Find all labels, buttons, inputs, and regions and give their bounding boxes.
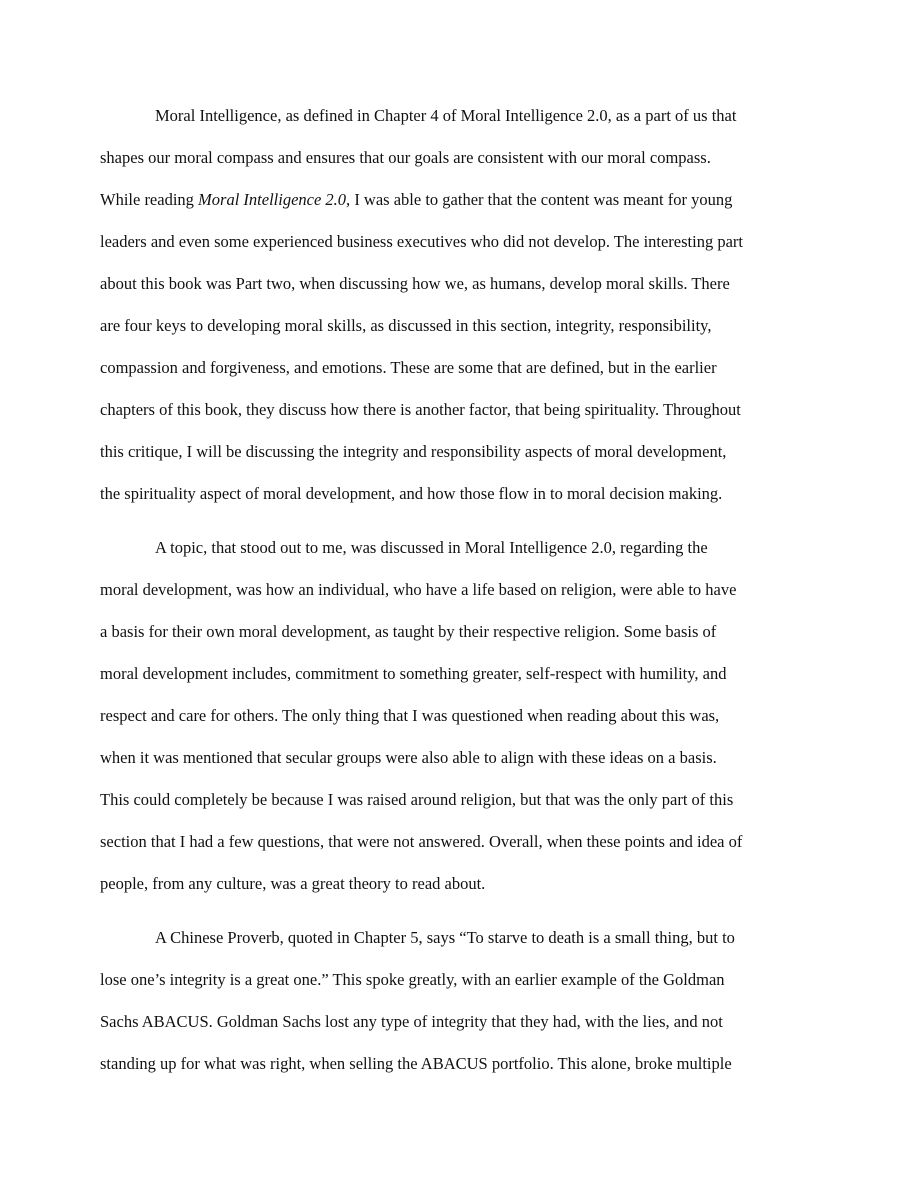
text-line: Moral Intelligence, as defined in Chapter 4 of Moral Intelligence 2.0, as a part of us that [155, 106, 737, 125]
text-line: the spirituality aspect of moral development, and how those flow in to moral decision making. [100, 484, 723, 503]
paragraph-2 [100, 533, 822, 911]
text-line: about this book was Part two, when discussing how we, as humans, develop moral skills. There [100, 274, 730, 293]
text-line: this critique, I will be discussing the integrity and responsibility aspects of moral development, [100, 442, 727, 461]
text-line [100, 185, 822, 227]
paragraph-3 [100, 923, 822, 1091]
text-line: A Chinese Proverb, quoted in Chapter 5, says “To starve to death is a small thing, but to [155, 928, 735, 947]
text-line: lose one’s integrity is a great one.” This spoke greatly, with an earlier example of the Goldman [100, 970, 725, 989]
text-line: leaders and even some experienced business executives who did not develop. The interesting part [100, 232, 743, 251]
text-line: section that I had a few questions, that were not answered. Overall, when these points and idea of [100, 832, 743, 851]
text-line: Sachs ABACUS. Goldman Sachs lost any type of integrity that they had, with the lies, and not [100, 1012, 723, 1031]
text-line: moral development includes, commitment to something greater, self-respect with humility, and [100, 664, 727, 683]
paragraph-spacer [100, 911, 822, 923]
paragraph-1 [100, 101, 822, 521]
text-line: shapes our moral compass and ensures that our goals are consistent with our moral compass. [100, 148, 711, 167]
text-line: compassion and forgiveness, and emotions. These are some that are defined, but in the earlier [100, 358, 717, 377]
text-run: While reading [100, 190, 199, 209]
document-page [100, 101, 822, 1091]
text-line: This could completely be because I was raised around religion, but that was the only part of this [100, 790, 734, 809]
paragraph-spacer [100, 521, 822, 533]
text-line: moral development, was how an individual, who have a life based on religion, were able to have [100, 580, 737, 599]
text-line: people, from any culture, was a great theory to read about. [100, 874, 486, 893]
text-line: respect and care for others. The only thing that I was questioned when reading about this was, [100, 706, 720, 725]
text-line: A topic, that stood out to me, was discussed in Moral Intelligence 2.0, regarding the [155, 538, 708, 557]
text-line: are four keys to developing moral skills, as discussed in this section, integrity, responsibility, [100, 316, 712, 335]
text-run: I was able to gather that the content was meant for young [350, 190, 733, 209]
text-line: when it was mentioned that secular groups were also able to align with these ideas on a basis. [100, 748, 717, 767]
text-line: a basis for their own moral development, as taught by their respective religion. Some basis of [100, 622, 717, 641]
book-title-italic: Moral Intelligence 2.0, [198, 190, 351, 209]
text-line: standing up for what was right, when selling the ABACUS portfolio. This alone, broke multiple [100, 1054, 732, 1073]
text-line: chapters of this book, they discuss how there is another factor, that being spirituality. Throughout [100, 400, 741, 419]
